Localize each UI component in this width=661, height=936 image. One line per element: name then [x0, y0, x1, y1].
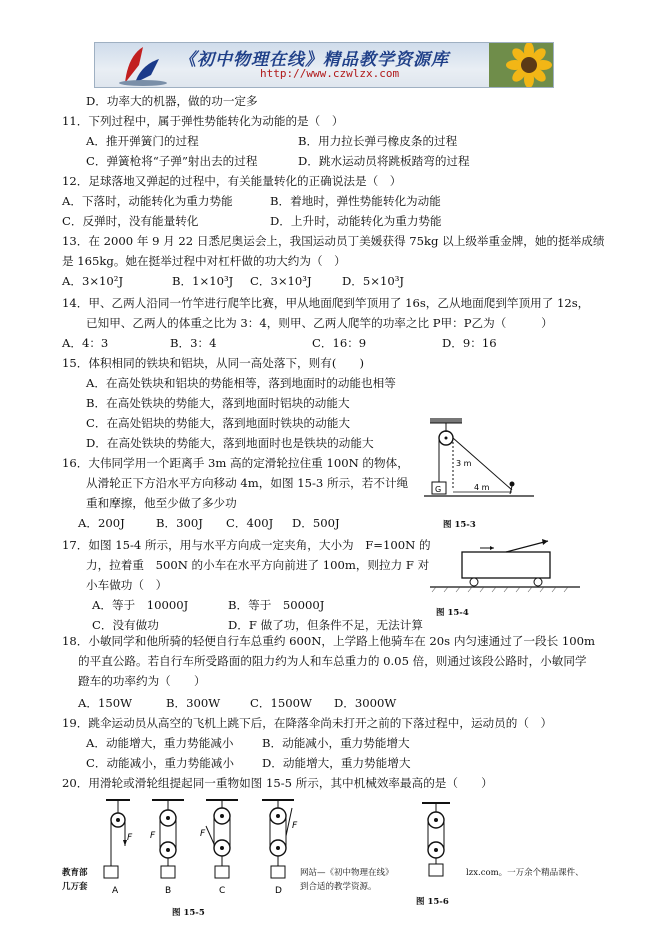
q17-stem-line3: 小车做功（ ） — [86, 578, 168, 592]
sunflower-icon — [489, 43, 553, 87]
q18-option-d: D．3000W — [334, 696, 397, 710]
fig-15-3-weight-label: G — [435, 485, 442, 494]
site-url[interactable]: http://www.czwlzx.com — [260, 67, 400, 80]
q18-stem-line3: 蹬车的功率约为（ ） — [78, 674, 206, 688]
watermark-mid-1: 网站—《初中物理在线》 — [300, 868, 394, 878]
pulley-b — [152, 800, 184, 878]
q14-option-d: D．9：16 — [442, 336, 497, 350]
fig-15-5-caption: 图 15-5 — [172, 908, 205, 918]
q16-option-c: C．400J — [226, 516, 274, 530]
fig-15-5-force-c: F — [200, 829, 206, 839]
q15-option-a: A．在高处铁块和铝块的势能相等，落到地面时的动能也相等 — [86, 376, 396, 390]
q15-option-d: D．在高处铁块的势能大，落到地面时也是铁块的动能大 — [86, 436, 374, 450]
figure-15-6 — [416, 800, 456, 880]
q17-option-d: D．F 做了功，但条件不足，无法计算 — [228, 618, 423, 632]
q15-option-c: C．在高处铝块的势能大，落到地面时铁块的动能大 — [86, 416, 350, 430]
fig-15-5-label-d: D — [275, 886, 282, 896]
q13-option-b: B．1×10³J — [172, 274, 234, 288]
fig-15-5-force-b: F — [150, 831, 156, 841]
q19-option-a: A．动能增大，重力势能减小 — [86, 736, 234, 750]
fig-15-5-label-c: C — [219, 886, 226, 896]
figure-15-3 — [424, 418, 534, 504]
q14-option-b: B．3：4 — [170, 336, 217, 350]
q14-option-a: A．4：3 — [62, 336, 109, 350]
q10-option-d: D．功率大的机器，做的功一定多 — [86, 94, 258, 108]
q18-option-b: B．300W — [166, 696, 221, 710]
q14-option-c: C．16：9 — [312, 336, 367, 350]
q18-option-a: A．150W — [78, 696, 133, 710]
q14-stem-line1: 14．甲、乙两人沿同一竹竿进行爬竿比赛，甲从地面爬到竿顶用了 16s，乙从地面爬到竿顶用了 12s， — [62, 296, 590, 310]
q13-option-c: C．3×10³J — [250, 274, 312, 288]
fig-15-5-force-d: F — [292, 821, 298, 831]
q18-option-c: C．1500W — [250, 696, 312, 710]
q16-stem-line1: 16．大伟同学用一个距离手 3m 高的定滑轮拉住重 100N 的物体， — [62, 456, 409, 470]
watermark-left-1: 教育部 — [62, 868, 88, 878]
header-banner — [94, 42, 554, 88]
q18-stem-line1: 18．小敏同学和他所骑的轻便自行车总重约 600N，上学路上他骑车在 20s 内匀速通过了一段长 100m — [62, 634, 595, 648]
q16-stem-line3: 重和摩擦，他至少做了多少功 — [86, 496, 237, 510]
q18-stem-line2: 的平直公路。若自行车所受路面的阻力约为人和车总重力的 0.05 倍，则通过该段公路时，小敏同学 — [78, 654, 587, 668]
q15-stem: 15．体积相同的铁块和铝块，从同一高处落下，则有( ) — [62, 356, 365, 370]
q16-option-d: D．500J — [292, 516, 340, 530]
q17-option-b: B．等于 50000J — [228, 598, 325, 612]
q19-option-b: B．动能减小，重力势能增大 — [262, 736, 410, 750]
fig-15-6-caption: 图 15-6 — [416, 897, 449, 907]
q15-option-b: B．在高处铁块的势能大，落到地面时铝块的动能大 — [86, 396, 350, 410]
q12-option-d: D．上升时，动能转化为重力势能 — [270, 214, 442, 228]
figure-15-4 — [430, 538, 580, 598]
q16-option-b: B．300J — [156, 516, 203, 530]
fig-15-3-height-label: 3 m — [456, 459, 472, 468]
q12-option-a: A．下落时，动能转化为重力势能 — [62, 194, 233, 208]
watermark-left-2: 几万套 — [62, 882, 88, 892]
q11-option-c: C．弹簧枪将“子弹”射出去的过程 — [86, 154, 258, 168]
q13-option-d: D．5×10³J — [342, 274, 405, 288]
fig-15-5-label-b: B — [165, 886, 172, 896]
q12-option-c: C．反弹时，没有能量转化 — [62, 214, 199, 228]
q13-stem-line1: 13．在 2000 年 9 月 22 日悉尼奥运会上，我国运动员丁美媛获得 75kg 以上级举重金牌，她的挺举成绩 — [62, 234, 605, 248]
fig-15-5-label-a: A — [112, 886, 119, 896]
q17-option-a: A．等于 10000J — [92, 598, 189, 612]
q12-option-b: B．着地时，弹性势能转化为动能 — [270, 194, 441, 208]
fig-15-4-caption: 图 15-4 — [436, 608, 469, 618]
q19-option-d: D．动能增大，重力势能增大 — [262, 756, 411, 770]
q19-stem: 19．跳伞运动员从高空的飞机上跳下后，在降落伞尚未打开之前的下落过程中，运动员的（ ） — [62, 716, 553, 730]
site-title: 《初中物理在线》精品教学资源库 — [179, 50, 449, 70]
q11-option-a: A．推开弹簧门的过程 — [86, 134, 199, 148]
watermark-mid-2: 到合适的教学资源。 — [300, 882, 377, 892]
site-logo-icon — [113, 43, 173, 87]
q11-option-d: D．跳水运动员将跳板踏弯的过程 — [298, 154, 470, 168]
pulley-c — [206, 800, 238, 878]
figure-15-5 — [88, 796, 308, 904]
q13-stem-line2: 是 165kg。她在挺举过程中对杠杆做的功大约为（ ） — [62, 254, 346, 268]
q12-stem: 12．足球落地又弹起的过程中，有关能量转化的正确说法是（ ） — [62, 174, 402, 188]
fig-15-3-distance-label: 4 m — [474, 483, 490, 492]
q14-stem-line2: 已知甲、乙两人的体重之比为 3：4，则甲、乙两人爬竿的功率之比 P甲：P乙为（ ） — [86, 316, 553, 330]
q16-stem-line2: 从滑轮正下方沿水平方向移动 4m，如图 15-3 所示，若不计绳 — [86, 476, 409, 490]
q16-option-a: A．200J — [78, 516, 125, 530]
fig-15-3-caption: 图 15-3 — [443, 520, 476, 530]
fig-15-5-force-a: F — [127, 833, 133, 843]
q17-stem-line2: 力，拉着重 500N 的小车在水平方向前进了 100m，则拉力 F 对 — [86, 558, 430, 572]
pulley-d — [262, 800, 294, 878]
q20-stem: 20．用滑轮或滑轮组提起同一重物如图 15-5 所示，其中机械效率最高的是（ ） — [62, 776, 493, 790]
q17-stem-line1: 17．如图 15-4 所示，用与水平方向成一定夹角，大小为 F=100N 的 — [62, 538, 431, 552]
q13-option-a: A．3×10²J — [62, 274, 124, 288]
q11-option-b: B．用力拉长弹弓橡皮条的过程 — [298, 134, 458, 148]
q17-option-c: C．没有做功 — [92, 618, 159, 632]
watermark-right: lzx.com。一万余个精品课件、 — [466, 868, 584, 878]
q19-option-c: C．动能减小，重力势能减小 — [86, 756, 234, 770]
q11-stem: 11．下列过程中，属于弹性势能转化为动能的是（ ） — [62, 114, 344, 128]
